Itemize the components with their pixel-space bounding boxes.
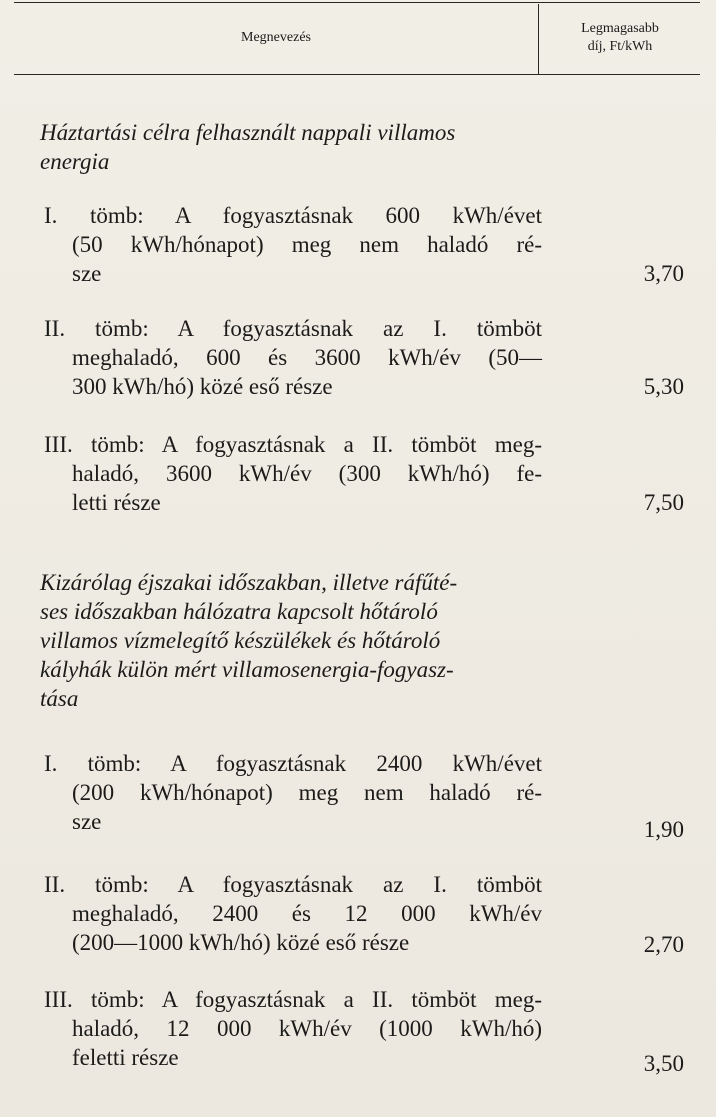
column-header-price-line1: Legmagasabb bbox=[581, 21, 659, 36]
tariff-description: I. tömb: A fogyasztásnak 2400 kWh/évet (200 kWh/hónapot) meg nem haladó ré- sze bbox=[44, 751, 542, 834]
header-bottom-rule bbox=[14, 74, 700, 75]
tariff-description: III. tömb: A fogyasztásnak a II. tömböt meg- haladó, 12 000 kWh/év (1000 kWh/hó) feletti része bbox=[44, 987, 542, 1070]
header-top-rule bbox=[14, 2, 700, 3]
tariff-description: II. tömb: A fogyasztásnak az I. tömböt meghaladó, 600 és 3600 kWh/év (50— 300 kWh/hó) közé eső része bbox=[44, 316, 542, 399]
tariff-description: III. tömb: A fogyasztásnak a II. tömböt meg- haladó, 3600 kWh/év (300 kWh/hó) fe- letti része bbox=[44, 432, 542, 515]
tariff-price: 5,30 bbox=[643, 374, 684, 399]
section-title-night-storage: Kizárólag éjszakai időszakban, illetve ráfűté- ses időszakban hálózatra kapcsolt hőtároló villamos vízmelegítő készülékek és hőtároló kályhák külön mért villamosenergia-fogyasz- tása bbox=[40, 570, 458, 711]
tariff-price: 7,50 bbox=[643, 490, 684, 515]
tariff-description: II. tömb: A fogyasztásnak az I. tömböt meghaladó, 2400 és 12 000 kWh/év (200—1000 kWh/hó) közé eső része bbox=[44, 872, 542, 955]
header-column-divider bbox=[538, 4, 539, 74]
column-header-price-line2: díj, Ft/kWh bbox=[587, 39, 653, 54]
section-title-daytime: Háztartási célra felhasznált nappali villamos energia bbox=[40, 120, 456, 174]
tariff-price: 1,90 bbox=[643, 817, 684, 842]
tariff-price: 3,50 bbox=[643, 1051, 684, 1076]
tariff-description: I. tömb: A fogyasztásnak 600 kWh/évet (50 kWh/hónapot) meg nem haladó ré- sze bbox=[44, 203, 542, 286]
column-header-name: Megnevezés bbox=[241, 30, 311, 45]
tariff-price: 3,70 bbox=[643, 261, 684, 286]
tariff-price: 2,70 bbox=[643, 932, 684, 957]
column-header-price bbox=[540, 20, 700, 56]
